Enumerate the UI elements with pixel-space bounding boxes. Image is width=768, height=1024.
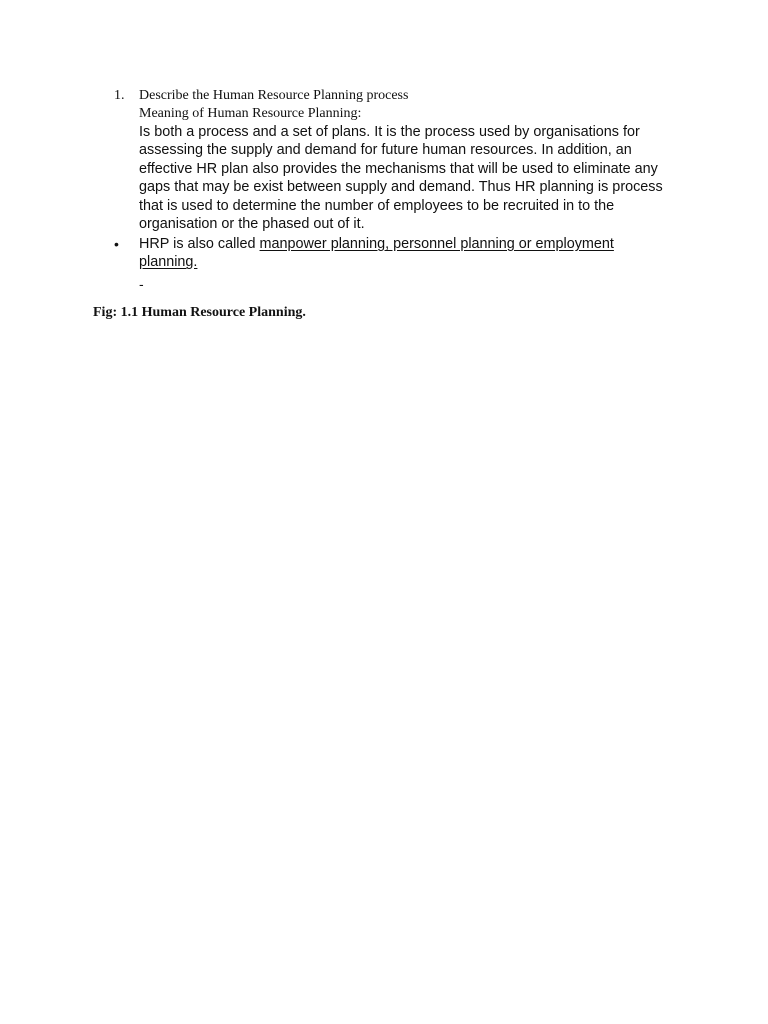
bullet-text [139,235,644,272]
bullet-marker: • [114,236,119,252]
list-number: 1. [114,88,125,103]
list-item-body [139,87,679,233]
definition-paragraph: Is both a process and a set of plans. It is the process used by organisations for assessing the supply and demand for future human resources. In addition, an effective HR plan also provides the mechanisms that will be used to eliminate any gaps that may be exist between supply and demand. Thus HR planning is process that is used to determine the number of employees to be recruited in to the organisation or the phased out of it. [139,124,663,233]
underlined-terms: manpower planning, personnel planning or employment planning. [139,236,614,271]
question-heading: Describe the Human Resource Planning process [139,88,409,103]
stray-dash: - [139,276,144,292]
section-subheading: Meaning of Human Resource Planning: [139,106,362,121]
figure-caption: Fig: 1.1 Human Resource Planning. [93,305,306,320]
bullet-text-intro: HRP is also called [139,236,260,252]
